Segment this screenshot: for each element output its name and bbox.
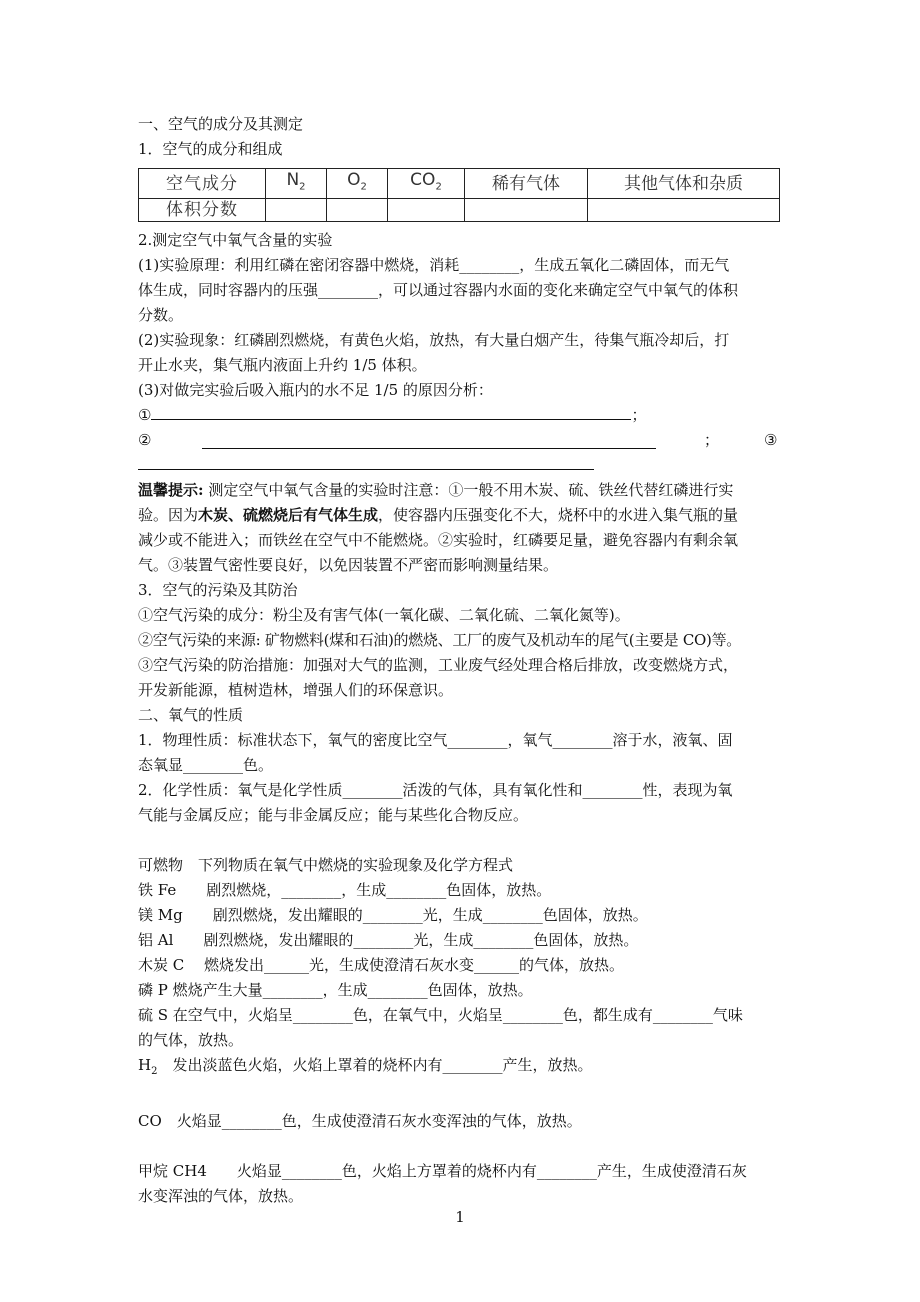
section-title: 一、空气的成分及其测定 — [138, 115, 304, 133]
tip-line: 减少或不能进入；而铁丝在空气中不能燃烧。②实验时，红磷要足量，避免容器内有剩余氧 — [138, 531, 739, 550]
paragraph-line: (1)实验原理：利用红磷在密闭容器中燃烧，消耗________，生成五氧化二磷固体，而无气 — [138, 256, 730, 275]
table-cell: 稀有气体 — [465, 169, 588, 199]
combustion-item-p: 磷 P 燃烧产生大量________，生成________色固体，放热。 — [138, 981, 533, 1000]
table-row — [139, 169, 780, 199]
table-cell: $CO_2$ — [388, 169, 465, 199]
paragraph-line: ③空气污染的防治措施：加强对大气的监测，工业废气经处理合格后排放，改变燃烧方式， — [138, 656, 739, 675]
subsection-title: 2.测定空气中氧气含量的实验 — [138, 231, 333, 250]
spacer — [138, 1134, 784, 1159]
table-cell: $O_2$ — [327, 169, 388, 199]
combustion-item-fe: 铁 Fe 剧烈燃烧，________，生成________色固体，放热。 — [138, 881, 552, 900]
air-composition-table — [138, 168, 780, 222]
spacer — [138, 1084, 784, 1109]
tip-emphasis: 木炭、硫燃烧后有气体生成 — [198, 506, 379, 525]
paragraph-line: ②空气污染的来源: 矿物燃料(煤和石油)的燃烧、工厂的废气及机动车的尾气(主要是 CO)等。 — [138, 631, 741, 650]
combustion-item-mg: 镁 Mg 剧烈燃烧，发出耀眼的________光，生成________色固体，放热。 — [138, 906, 648, 925]
paragraph-line: (2)实验现象：红磷剧烈燃烧，有黄色火焰，放热，有大量白烟产生，待集气瓶冷却后，打 — [138, 331, 730, 350]
table-cell[interactable] — [588, 199, 780, 222]
tip-line: 气。③装置气密性要良好，以免因装置不严密而影响测量结果。 — [138, 556, 559, 575]
paragraph-line: 分数。 — [138, 306, 184, 325]
table-cell[interactable] — [388, 199, 465, 222]
combustion-item-s-cont: 的气体，放热。 — [138, 1031, 244, 1050]
document-page — [138, 112, 784, 1209]
table-cell: 体积分数 — [139, 199, 266, 222]
combustion-item-co: CO 火焰显________色，生成使澄清石灰水变浑浊的气体，放热。 — [138, 1112, 582, 1131]
combustion-item-c: 木炭 C 燃烧发出______光，生成使澄清石灰水变______的气体，放热。 — [138, 956, 625, 975]
combustion-item-al: 铝 Al 剧烈燃烧，发出耀眼的________光，生成________色固体，放热。 — [138, 931, 639, 950]
subsection-title: 1．空气的成分和组成 — [138, 140, 283, 158]
paragraph-line: 2．化学性质：氧气是化学性质________活泼的气体，具有氧化性和________性，表现为氧 — [138, 781, 733, 800]
combustion-item-h2: $H_2$ 发出淡蓝色火焰，火焰上罩着的烧杯内有________产生，放热。 — [138, 1056, 593, 1078]
paragraph-line: 气能与金属反应；能与非金属反应；能与某些化合物反应。 — [138, 806, 529, 825]
table-cell[interactable] — [266, 199, 327, 222]
blank-field[interactable] — [151, 403, 631, 420]
paragraph-line: 1．物理性质：标准状态下，氧气的密度比空气________，氧气________溶于水，液氧、固 — [138, 731, 733, 750]
tip-line: 验。因为木炭、硫燃烧后有气体生成，使容器内压强变化不大，烧杯中的水进入集气瓶的量 — [138, 506, 739, 525]
reason-line-3 — [138, 453, 784, 478]
table-cell[interactable] — [465, 199, 588, 222]
reason-line-1: ① ； — [138, 403, 784, 428]
paragraph-line: (3)对做完实验后吸入瓶内的水不足 1/5 的原因分析： — [138, 381, 493, 400]
combustion-header: 可燃物 下列物质在氧气中燃烧的实验现象及化学方程式 — [138, 856, 514, 875]
paragraph-line: 态氧显________色。 — [138, 756, 274, 775]
page-number: 1 — [455, 1208, 465, 1226]
reason-line-2: ② ； ③ — [138, 431, 778, 450]
table-row — [139, 199, 780, 222]
paragraph-line: 开止水夹，集气瓶内液面上升约 1/5 体积。 — [138, 356, 427, 375]
table-cell[interactable] — [327, 199, 388, 222]
subsection-title: 3．空气的污染及其防治 — [138, 581, 298, 600]
tip-label: 温馨提示: — [138, 481, 204, 500]
paragraph-line: ①空气污染的成分：粉尘及有害气体(一氧化碳、二氧化硫、二氧化氮等)。 — [138, 606, 630, 625]
table-cell: $N_2$ — [266, 169, 327, 199]
table-cell: 其他气体和杂质 — [588, 169, 780, 199]
combustion-item-ch4-cont: 水变浑浊的气体，放热。 — [138, 1187, 304, 1206]
section-title: 二、氧气的性质 — [138, 706, 244, 725]
tip-line: 温馨提示: 测定空气中氧气含量的实验时注意：①一般不用木炭、硫、铁丝代替红磷进行实 — [138, 481, 734, 500]
paragraph-line: 体生成，同时容器内的压强________，可以通过容器内水面的变化来确定空气中氧气的体积 — [138, 281, 739, 300]
combustion-item-ch4: 甲烷 CH4 火焰显________色，火焰上方罩着的烧杯内有________产生，生成使澄清石灰 — [138, 1162, 747, 1181]
spacer — [138, 828, 784, 853]
combustion-item-s: 硫 S 在空气中，火焰呈________色，在氧气中，火焰呈________色，都生成有________气味 — [138, 1006, 743, 1025]
table-cell: 空气成分 — [139, 169, 266, 199]
paragraph-line: 开发新能源，植树造林，增强人们的环保意识。 — [138, 681, 454, 700]
blank-field[interactable] — [138, 453, 594, 470]
blank-field[interactable] — [202, 432, 656, 449]
